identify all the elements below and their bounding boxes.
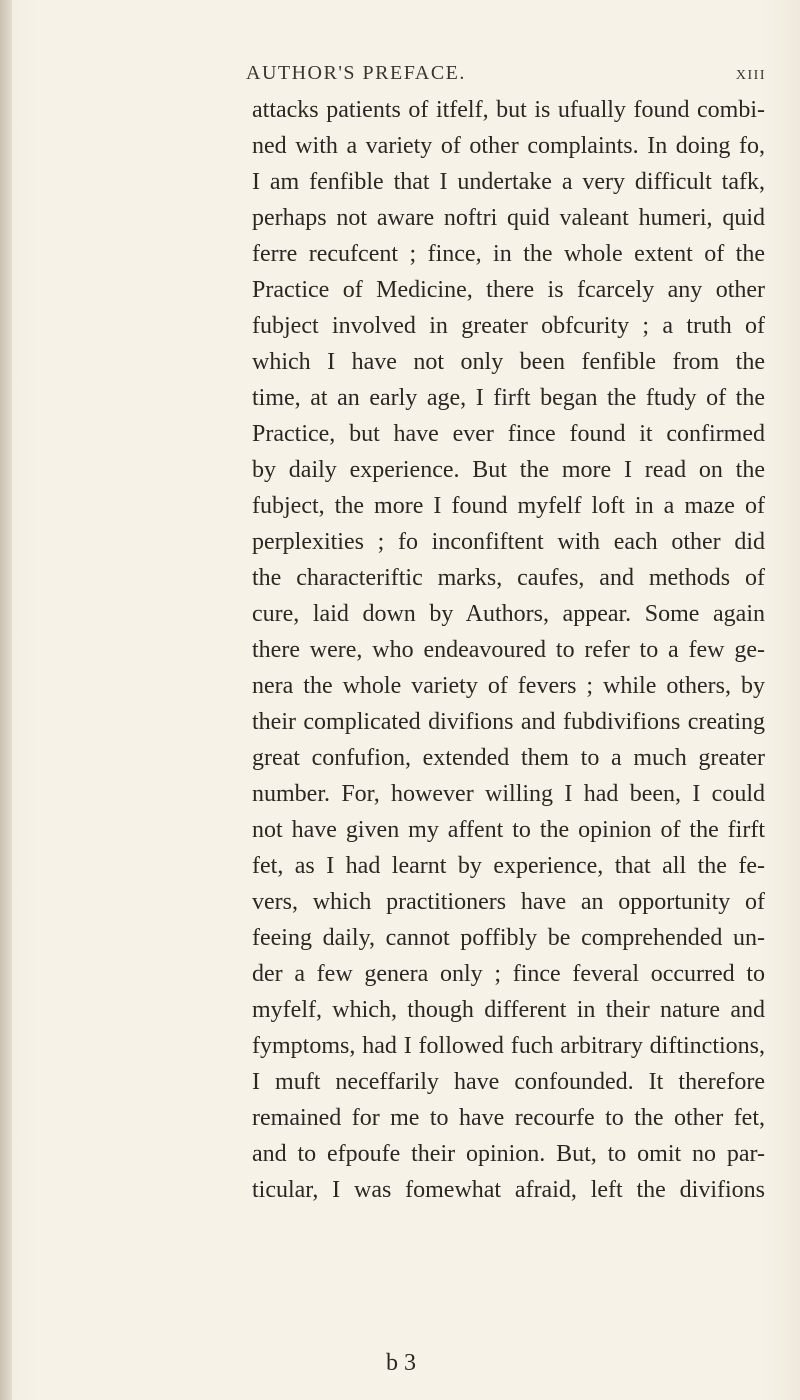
page-binding-edge bbox=[0, 0, 12, 1400]
text-line: myfelf, which, though different in their nature and bbox=[252, 997, 765, 1023]
text-line: ticular, I was fomewhat afraid, left the divifions bbox=[252, 1177, 765, 1203]
text-line: time, at an early age, I firft began the ftudy of the bbox=[252, 385, 765, 411]
text-line: and to efpoufe their opinion. But, to omit no par- bbox=[252, 1141, 765, 1167]
text-line: perhaps not aware noftri quid valeant humeri, quid bbox=[252, 205, 765, 231]
text-line: by daily experience. But the more I read on the bbox=[252, 457, 765, 483]
text-line: feeing daily, cannot poffibly be comprehended un- bbox=[252, 925, 765, 951]
text-line: fubject involved in greater obfcurity ; a truth of bbox=[252, 313, 765, 339]
text-line: Practice of Medicine, there is fcarcely any other bbox=[252, 277, 765, 303]
text-line: I am fenfible that I undertake a very difficult tafk, bbox=[252, 169, 765, 195]
text-line: ned with a variety of other complaints. In doing fo, bbox=[252, 133, 765, 159]
text-line: der a few genera only ; fince feveral occurred to bbox=[252, 961, 765, 987]
body-text bbox=[252, 92, 765, 1208]
text-line: cure, laid down by Authors, appear. Some again bbox=[252, 601, 765, 627]
running-head bbox=[246, 62, 766, 92]
text-line: fet, as I had learnt by experience, that all the fe- bbox=[252, 853, 765, 879]
text-line: their complicated divifions and fubdivifions creating bbox=[252, 709, 765, 735]
text-line: remained for me to have recourfe to the other fet, bbox=[252, 1105, 765, 1131]
text-line: the characteriftic marks, caufes, and methods of bbox=[252, 565, 765, 591]
running-head-title: AUTHOR'S PREFACE. bbox=[246, 62, 466, 84]
signature-mark: b 3 bbox=[386, 1350, 416, 1376]
text-line: fymptoms, had I followed fuch arbitrary diftinctions, bbox=[252, 1033, 765, 1059]
text-line: attacks patients of itfelf, but is ufually found combi- bbox=[252, 97, 765, 123]
page-number: xiii bbox=[735, 62, 766, 84]
text-line: perplexities ; fo inconfiftent with each other did bbox=[252, 529, 765, 555]
text-line: vers, which practitioners have an opportunity of bbox=[252, 889, 765, 915]
text-line: not have given my affent to the opinion of the firft bbox=[252, 817, 765, 843]
text-line: I muft neceffarily have confounded. It therefore bbox=[252, 1069, 765, 1095]
text-line: nera the whole variety of fevers ; while others, by bbox=[252, 673, 765, 699]
text-line: great confufion, extended them to a much greater bbox=[252, 745, 765, 771]
text-line: there were, who endeavoured to refer to a few ge- bbox=[252, 637, 765, 663]
text-line: Practice, but have ever fince found it confirmed bbox=[252, 421, 765, 447]
text-line: fubject, the more I found myfelf loft in a maze of bbox=[252, 493, 765, 519]
text-line: ferre recufcent ; fince, in the whole extent of the bbox=[252, 241, 765, 267]
text-line: which I have not only been fenfible from the bbox=[252, 349, 765, 375]
text-line: number. For, however willing I had been, I could bbox=[252, 781, 765, 807]
